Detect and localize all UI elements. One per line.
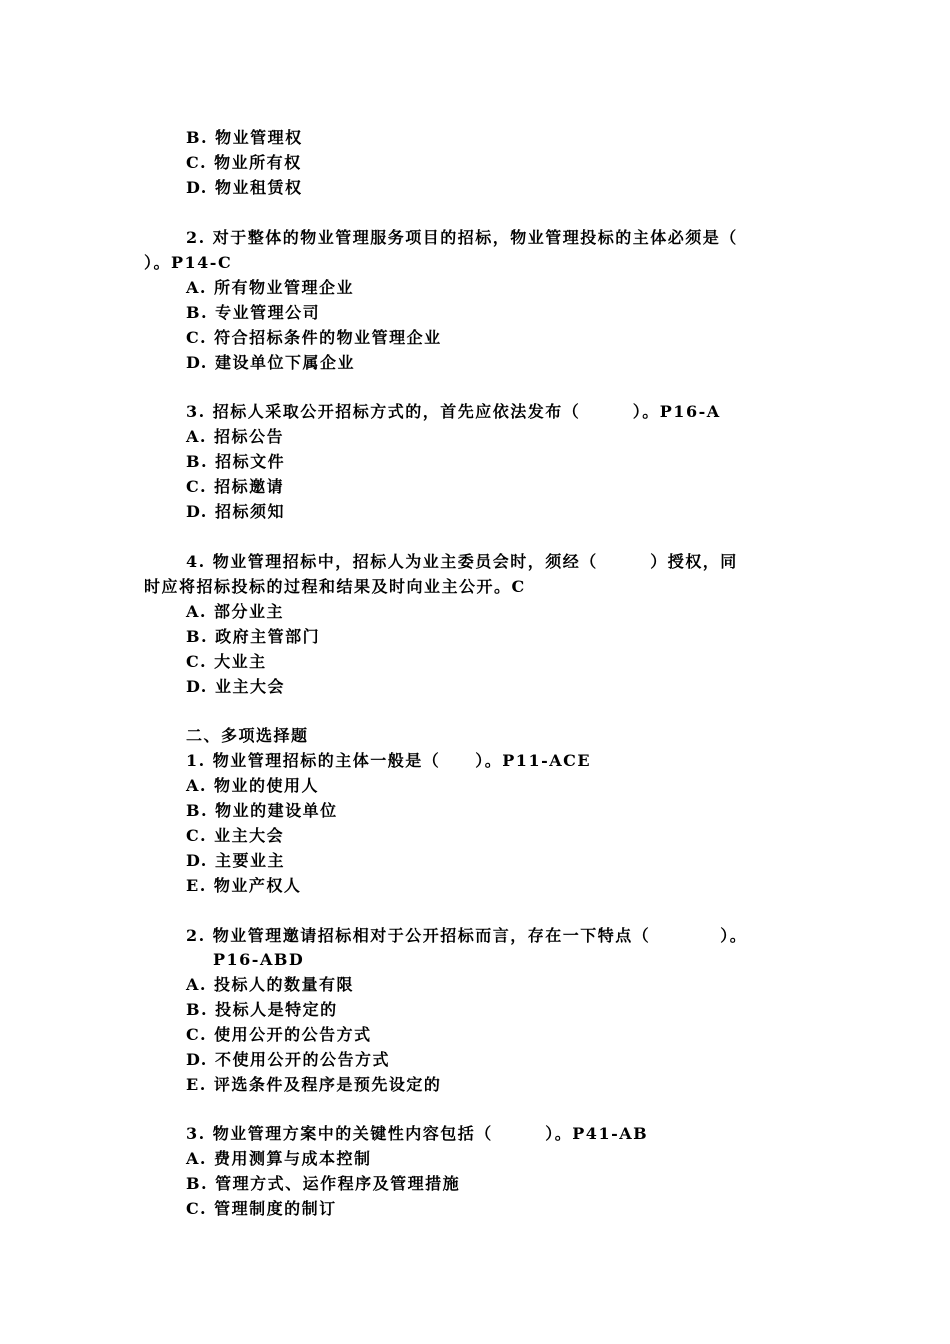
option-b: B. 政府主管部门 <box>186 627 321 646</box>
question-2-text: 2. 对于整体的物业管理服务项目的招标，物业管理投标的主体必须是（ <box>186 228 738 247</box>
option-d: D. 招标须知 <box>186 502 285 521</box>
option-d: D. 物业租赁权 <box>186 178 303 197</box>
multi-question-2-text-cont: P16-ABD <box>213 950 305 969</box>
option-d: D. 不使用公开的公告方式 <box>186 1050 390 1069</box>
question-4-text-cont: 时应将招标投标的过程和结果及时向业主公开。C <box>144 577 526 596</box>
option-a: A. 所有物业管理企业 <box>186 278 355 297</box>
question-3-text: 3. 招标人采取公开招标方式的，首先应依法发布（ ）。P16-A <box>186 402 721 421</box>
option-d: D. 主要业主 <box>186 851 285 870</box>
option-d: D. 业主大会 <box>186 677 285 696</box>
option-c: C. 符合招标条件的物业管理企业 <box>186 328 442 347</box>
option-a: A. 投标人的数量有限 <box>186 975 355 994</box>
option-c: C. 招标邀请 <box>186 477 285 496</box>
option-b: B. 物业管理权 <box>186 128 303 147</box>
option-a: A. 物业的使用人 <box>186 776 320 795</box>
option-b: B. 物业的建设单位 <box>186 801 338 820</box>
option-b: B. 招标文件 <box>186 452 286 471</box>
option-c: C. 管理制度的制订 <box>186 1199 337 1218</box>
option-b: B. 管理方式、运作程序及管理措施 <box>186 1174 461 1193</box>
option-a: A. 部分业主 <box>186 602 285 621</box>
section-heading-multiple-choice: 二、多项选择题 <box>186 726 309 745</box>
option-a: A. 费用测算与成本控制 <box>186 1149 372 1168</box>
option-b: B. 投标人是特定的 <box>186 1000 338 1019</box>
multi-question-2-text: 2. 物业管理邀请招标相对于公开招标而言，存在一下特点（ ）。 <box>186 926 748 945</box>
option-e: E. 物业产权人 <box>186 876 302 895</box>
option-c: C. 物业所有权 <box>186 153 302 172</box>
option-c: C. 大业主 <box>186 652 267 671</box>
option-c: C. 使用公开的公告方式 <box>186 1025 372 1044</box>
option-b: B. 专业管理公司 <box>186 303 321 322</box>
option-c: C. 业主大会 <box>186 826 285 845</box>
option-a: A. 招标公告 <box>186 427 285 446</box>
option-d: D. 建设单位下属企业 <box>186 353 355 372</box>
question-4-text: 4. 物业管理招标中，招标人为业主委员会时，须经（ ）授权，同 <box>186 552 738 571</box>
option-e: E. 评选条件及程序是预先设定的 <box>186 1075 442 1094</box>
multi-question-1-text: 1. 物业管理招标的主体一般是（ ）。P11-ACE <box>186 751 592 770</box>
multi-question-3-text: 3. 物业管理方案中的关键性内容包括（ ）。P41-AB <box>186 1124 649 1143</box>
question-2-text-cont: ）。P14-C <box>144 253 233 272</box>
